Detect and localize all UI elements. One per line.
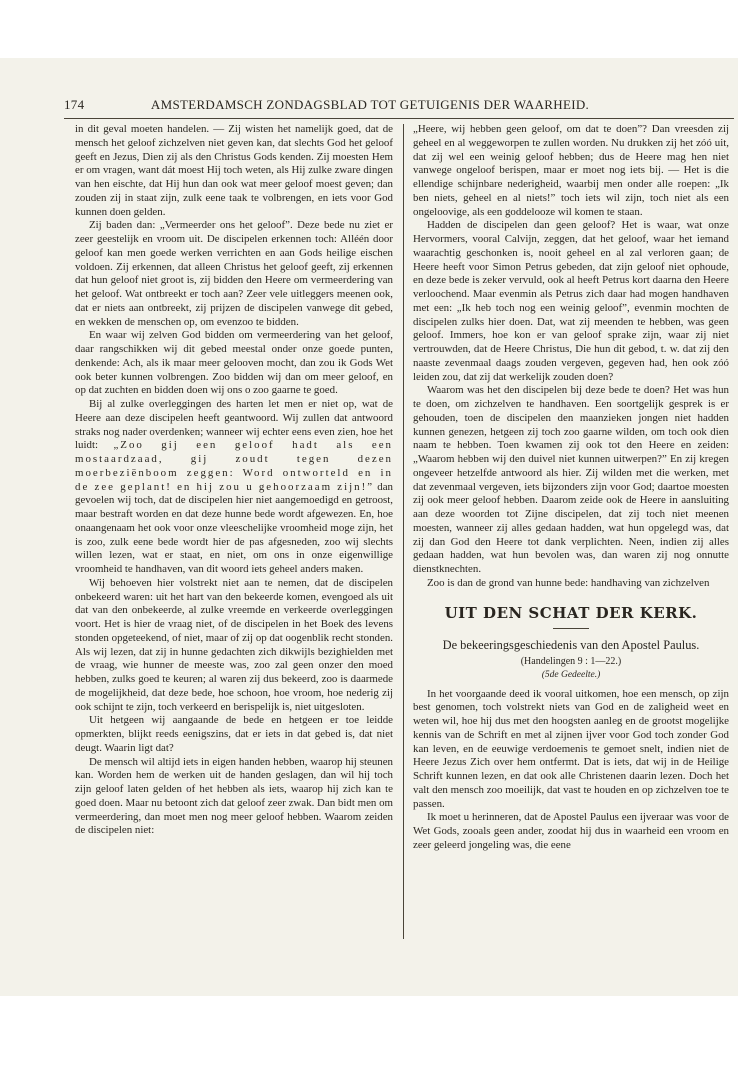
- paragraph: Ik moet u herinneren, dat de Apostel Paulus een ijveraar was voor de Wet Gods, zooals geen ander, zoodat hij dus in waarheid een vroom en zeer geleerd jongeling was, die eene: [413, 811, 729, 851]
- scripture-quote: „Zoo gij een geloof hadt als een mostaardzaad, gij zoudt tegen dezen moerbeziënboom zeggen: Word ontworteld en in de zee geplant! en hij zou u gehoorzaam zijn!”: [75, 439, 394, 493]
- right-column: [413, 123, 729, 853]
- paragraph: [75, 398, 393, 577]
- article-title: De bekeeringsgeschiedenis van den Apostel Paulus.: [442, 637, 700, 652]
- column-divider: [403, 124, 404, 939]
- paragraph: Wij behoeven hier volstrekt niet aan te nemen, dat de discipelen onbekeerd waren: uit het hart van den bekeerde komen, evengoed als uit dat van den onbekeerde, al zulke vreemde en verkeerde overleggingen voort. Het is hier de vraag niet, of de discipelen in het Boek des levens stonden opgeteekend, of niet, maar of zij op dat oogenblik recht stonden. Als wij lezen, dat zij in hunne gedachten zich dikwijls bezighielden met de vraag, wie hunner de meeste was, zoo zal geen onzer den moed hebben, zulks goed te keuren; al waren zij dus bekeerd, zoo is daarmede de mogelijkheid, dat deze bede, hoe schoon, hoe vroom, hoe nederig zij ook schijnt te zijn, toch verkeerd en berispelijk is, niet uitgesloten.: [75, 576, 393, 713]
- heading-rule: [553, 628, 589, 629]
- paragraph: Hadden de discipelen dan geen geloof? Het is waar, wat onze Hervormers, vooral Calvijn, zeggen, dat het geloof, waar het iemand waarachtig geschonken is, nooit geheel en al zal verloren gaan; de Heere heeft voor Simon Petrus gebeden, dat zijn geloof niet ophoude, en deze bede is zeker vervuld, ook al heeft Petrus kort daarna den Heere verloochend. Maar evenmin als Petrus zich daar had mogen handhaven met een: „Ik heb toch nog een weinig geloof”, evenmin mochten de discipelen zulks hier doen. Dat, wat zij meenden te hebben, was geen geloof. Immers, hoe kon er van geloof sprake zijn, waar zij niet vertrouwden, dat de Heere Christus, Die hun dit gebod, t. w. dat zij den naaste zevenmaal daags zouden vergeven, gegeven had, hen ook zóó leiden zou, dat zij dat werkelijk zouden doen?: [413, 219, 729, 383]
- paragraph: in dit geval moeten handelen. — Zij wisten het namelijk goed, dat de mensch het geloof zichzelven niet geven kan, dat slechts God het geloof geeft en Jezus, Dien zij als den Christus Gods kenden. Zij moesten Hem er om vragen, want dát moest Hij toch weten, als Hij zulke zware dingen van hen eischte, dat Hij hun dan ook wat meer geloof moest geven; dan zouden zij in staat zijn, zulk eene taak te volbrengen, en iets voor God kunnen doen gelden.: [75, 123, 393, 218]
- article-reference: (Handelingen 9 : 1—22.): [520, 655, 622, 667]
- left-column: [75, 123, 393, 838]
- paragraph: De mensch wil altijd iets in eigen handen hebben, waarop hij steunen kan. Worden hem de werken uit de handen geslagen, dan wil hij toch zijn geloof laten gelden of het hebben als iets, waarop hij zich kan te goed doen. Maar nu betoont zich dat geloof zeer zwak. Dan bidt men om vermeerdering, dan moet men nog meer geloof hebben. Waarom zeiden de discipelen niet:: [75, 755, 393, 837]
- page-number: 174: [64, 97, 85, 112]
- section-heading-block: [413, 603, 729, 682]
- paragraph: En waar wij zelven God bidden om vermeerdering van het geloof, daar rangschikken wij dit gebed meestal onder onze goede punten, denkende: Ach, als ik maar meer gelooven mocht, dan zou ik Gods Wet ook beter kunnen volbrengen. Zoo bidden wij dan om meer geloof, en op dat zuchten en bidden doen wij ons o zoo gaarne te goed.: [75, 329, 393, 397]
- section-title: UIT DEN SCHAT DER KERK.: [444, 603, 698, 622]
- paragraph: In het voorgaande deed ik vooral uitkomen, hoe een mensch, op zijn best genomen, toch volstrekt niets van God en de zaligheid weet en weten wil, hoe hij dus met den hoogsten aanleg en de grootst mogelijke kennis van de Schrift en met al zijnen ijver voor God toch zonder God kan leven, en de eeuwige verdoemenis te gemoet snelt, indien niet de Heere Jezus Zich over hem ontfermt. Dat is iets, dat wij in de Heilige Schrift kunnen lezen, en dat ook alle Christenen daarin lezen. Doch het valt den mensch zoo moeilijk, dat vast te houden en op zichzelven toe te passen.: [413, 687, 729, 810]
- running-title: AMSTERDAMSCH ZONDAGSBLAD TOT GETUIGENIS DER WAARHEID.: [150, 97, 590, 112]
- paragraph: Uit hetgeen wij aangaande de bede en hetgeen er toe leidde opmerkten, blijkt reeds eenigszins, dat er iets in dat gebed is, dat niet deugt. Waarin ligt dat?: [75, 714, 393, 754]
- paragraph: Waarom was het den discipelen bij deze bede te doen? Het was hun te doen, om zichzelven te handhaven. Een soortgelijk gesprek is er gehouden, toen de discipelen den maanzieken jongen niet hadden kunnen genezen, hetgeen zij toch zoo gaarne wilden, om toch ook dien naam te hebben. Toen kwamen zij ook tot den Heere en zeiden: „Waarom hebben wij den duivel niet kunnen uitwerpen?” En zij kregen ongeveer hetzelfde antwoord als hier. Zij wilden met die werken, met dat zevenmaal vergeven, iets bijzonders zijn voor God; daartoe moesten zij ook meer geloof hebben. Daarom zeide ook de Heere in aansluiting aan deze woorden tot Zijne discipelen, dat zij toch niet meenen moesten, wanneer zij alles gedaan hadden, wat hun opgelegd was, dat zij dan God den Heere tot dank verplichten. Neen, indien zij alles gedaan hadden, wat hun bevolen was, dan waren zij nog onnutte dienstknechten.: [413, 384, 729, 575]
- paragraph-text: dan gevoelen wij toch, dat de discipelen hier niet aangemoedigd en getroost, maar bestraft worden en dat deze hunne bede wordt afgewezen. En, hoe onaangenaam het ook voor onze vleeschelijke vroomheid moge zijn, het is zoo, zulk eene bede wordt hier de pas afgesneden, zoo wij slechts willen lezen, wat er staat, en niet, om ons in onze eigenwillige vroomheid te handhaven, van dit woord iets geheel anders maken.: [75, 480, 393, 575]
- paragraph: Zoo is dan de grond van hunne bede: handhaving van zichzelven: [427, 576, 710, 589]
- paragraph: Zij baden dan: „Vermeerder ons het geloof”. Deze bede nu ziet er zeer geestelijk en vroom uit. De discipelen erkennen toch: Alléén door geloof kan men goede werken verrichten en aan Gods heilige eischen voldoen. Zij erkennen, dat alleen Christus het geloof geeft, zij erkennen dat hun geloof niet groot is, zij bidden den Heere om vermeerdering van het geloof. Wat ontbreekt er toch aan? Zeer vele uitleggers meenen ook, dat er niets aan ontbreekt, zij prijzen de discipelen vanwege dit gebed, en wekken de menschen op, om evenzoo te bidden.: [75, 219, 393, 328]
- paragraph: „Heere, wij hebben geen geloof, om dat te doen”? Dan vreesden zij geheel en al weggeworpen te zullen worden. Nu drukken zij het zóó uit, dat zij wel een weinig geloof hebben; dus de Heere mag hen niet vanwege ongeloof berispen, maar er moet nog iets bij. — Het is die ellendige schijnbare nederigheid, waarbij men onder alle roepen: „Ik ben niets, geheel en al niets!” toch iets wil zijn, toch niet als een ongeloovige, als een goddelooze wil komen te staan.: [413, 123, 729, 218]
- header-rule: [64, 118, 734, 119]
- paragraph-text: Bij al zulke overleggingen des harten let men er niet op, wat de Heere aan deze discipelen heeft geantwoord. Wij zullen dat antwoord straks nog nader overdenken; wanneer wij echter eens even zien, hoe het luidt:: [75, 398, 393, 452]
- article-part: (5de Gedeelte.): [541, 669, 601, 680]
